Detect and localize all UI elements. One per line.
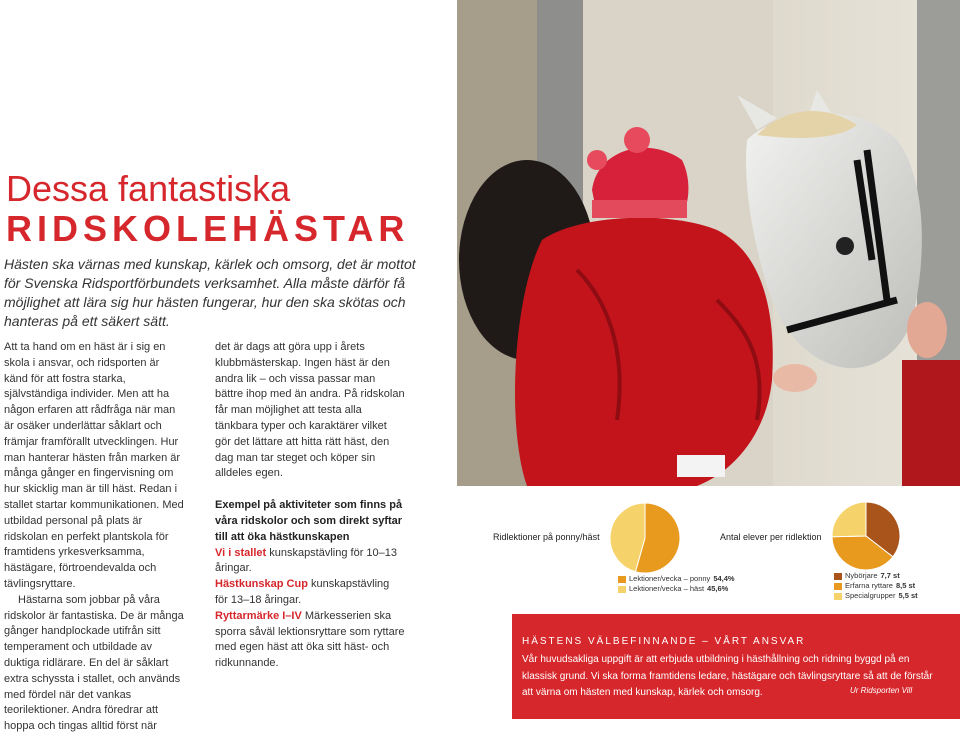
activity-item	[215, 609, 405, 672]
paragraph: det är dags att göra upp i årets klubbmästerskap. Ingen häst är den andra lik – och vissa passar man bättre ihop med än andra. På ridskolan får man möjlighet att testa alla tänkbara typer och karaktärer vilket gör det lättare att hitta rätt häst, den dag man tar steget och köper sin alldeles egen.	[215, 341, 405, 480]
legend-item	[618, 584, 735, 594]
banner-text: Vår huvudsakliga uppgift är att erbjuda utbildning i hästhållning och ridning byggd på en klassisk grund. Vi ska forma framtidens ledare, hästägare och tävlingsryttare så att de förstår att värna om hästen med kunskap, kärlek och omsorg.	[522, 654, 933, 698]
activity-item	[215, 546, 405, 578]
banner-source: Ur Ridsporten Vill	[850, 686, 913, 695]
legend-label: Lektioner/vecka – ponny	[629, 574, 711, 583]
info-banner	[512, 614, 960, 719]
legend-value: 54,4%	[713, 574, 735, 583]
pie-chart-lessons	[610, 503, 680, 573]
legend-swatch	[618, 586, 626, 593]
activities-heading: Exempel på aktiviteter som finns på våra ridskolor och som direkt syftar till att öka hästkunskapen	[215, 499, 403, 543]
activity-name: Hästkunskap Cup	[215, 578, 308, 591]
activity-item	[215, 577, 405, 609]
legend-label: Lektioner/vecka – häst	[629, 584, 705, 593]
legend-value: 45,6%	[707, 584, 729, 593]
legend-label: Specialgrupper	[845, 591, 896, 600]
legend-swatch	[618, 576, 626, 583]
activity-name: Ryttarmärke I–IV	[215, 609, 302, 622]
legend-item	[834, 581, 918, 591]
pie-chart-students	[832, 502, 900, 570]
page-title-emphasis: RIDSKOLEHÄSTAR	[6, 208, 410, 249]
legend-label: Erfarna ryttare	[845, 581, 893, 590]
legend-value: 7,7 st	[880, 571, 900, 580]
body-column-2	[215, 340, 405, 672]
chart-title-lessons: Ridlektioner på ponny/häst	[493, 532, 600, 542]
pie-slice	[832, 502, 866, 537]
legend-students	[834, 571, 918, 601]
banner-heading: HÄSTENS VÄLBEFINNANDE – VÅRT ANSVAR	[522, 636, 806, 647]
legend-value: 5,5 st	[898, 591, 918, 600]
legend-item	[618, 574, 735, 584]
horse-and-child-photo	[457, 0, 960, 486]
page-title: Dessa fantastiska	[6, 168, 291, 209]
paragraph: Hästarna som jobbar på våra ridskolor är fantastiska. De är många gånger handplockade utifrån sitt temperament och utbildade av duktiga ridlärare. En del är såklart extra schyssta i stallet, och används med fördel när det vankas teorilektioner. Andra föredrar att hoppa och tingas alltid först när	[4, 593, 184, 733]
activity-desc: kunskapstävling för 13–18 åringar.	[215, 578, 390, 606]
legend-value: 8,5 st	[895, 581, 916, 590]
chart-title-students: Antal elever per ridlektion	[720, 532, 822, 542]
legend-swatch	[834, 593, 842, 600]
legend-item	[834, 591, 918, 601]
legend-item	[834, 571, 918, 581]
activity-name: Vi i stallet	[215, 546, 267, 559]
legend-label: Nybörjare	[845, 571, 878, 580]
legend-swatch	[834, 583, 842, 590]
body-column-1	[4, 340, 186, 735]
activity-desc: kunskapstävling för 10–13 åringar.	[215, 546, 398, 575]
paragraph: Att ta hand om en häst är i sig en skola i ansvar, och ridsporten är känd för att fostra starka, självständiga individer. Men att ha någon erfaren att rådfråga när man är osäker underlättar såklart och främjar framförallt utvecklingen. Hur man hanterar hästen från marken är många gånger en fingervisning om hur skicklig man är till häst. Redan i stallet startar kommunikationen. Med utbildad personal på plats är ridskolan en perfekt plantskola för framtidens yrkesverksamma, hästägare, förtroendevalda och tävlingsryttare.	[4, 341, 184, 590]
activity-desc: Märkesserien ska sporra såväl lektionsryttare som ryttare med egen häst att öka sitt häst- och ridkunnande.	[215, 609, 405, 670]
legend-swatch	[834, 573, 842, 580]
legend-lessons	[618, 574, 735, 594]
ingress: Hästen ska värnas med kunskap, kärlek och omsorg, det är mottot för Svenska Ridsportförbundets verksamhet. Alla måste därför få möjlighet att lära sig hur hästen fungerar, hur den ska skötas och hanteras på ett säkert sätt.	[4, 256, 416, 329]
